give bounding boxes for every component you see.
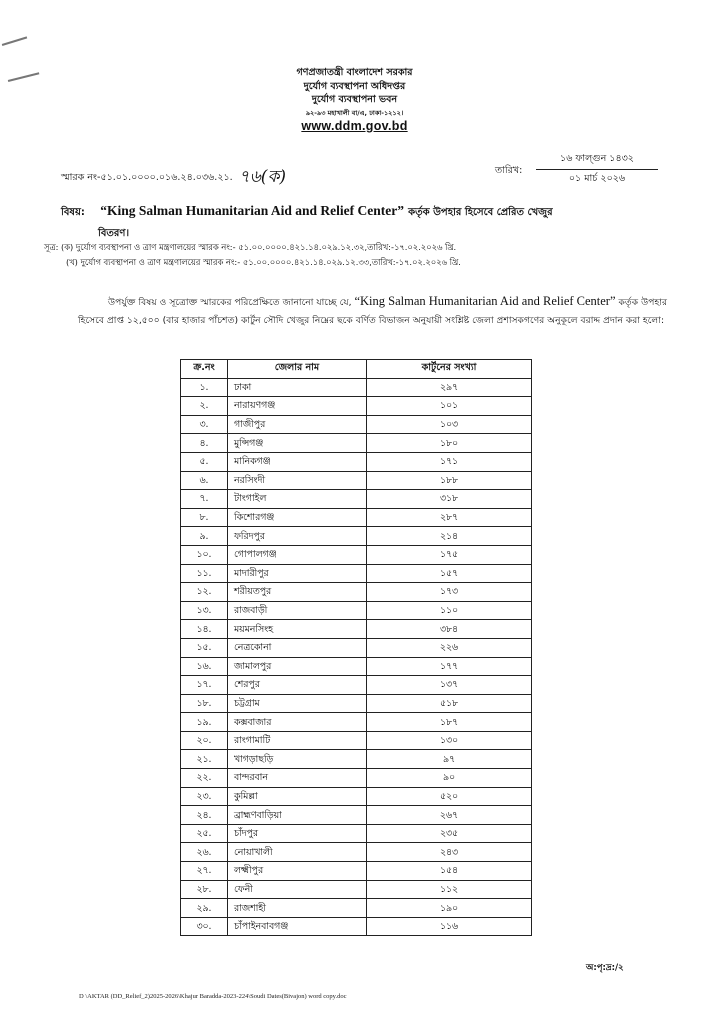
serial-cell: ২৬. bbox=[181, 843, 228, 862]
header-cartons: কার্টুনের সংখ্যা bbox=[367, 360, 532, 379]
district-cell: মাদারীপুর bbox=[228, 564, 367, 583]
cartons-cell: ১৮০ bbox=[367, 434, 532, 453]
cartons-cell: ১০১ bbox=[367, 397, 532, 416]
address: ৯২-৯৩ মহাখালী বা/এ, ঢাকা-১২১২। bbox=[305, 108, 404, 117]
serial-cell: ৩০. bbox=[181, 917, 228, 936]
serial-cell: ১৭. bbox=[181, 676, 228, 695]
file-path-footer: D \AKTAR (DD_Relief_2)2025-2026\Khajur Baradda-2023-224\Soudi Dates(Bivajon) word copy.doc bbox=[79, 993, 347, 1000]
cartons-cell: ১৭৫ bbox=[367, 545, 532, 564]
district-cell: গাজীপুর bbox=[228, 415, 367, 434]
serial-cell: ২০. bbox=[181, 731, 228, 750]
table-row bbox=[181, 508, 532, 527]
district-cell: কিশোরগঞ্জ bbox=[228, 508, 367, 527]
serial-cell: ১৮. bbox=[181, 694, 228, 713]
body-part1: উপর্যুক্ত বিষয় ও সূত্রোক্ত স্মারকের পরিপ্রেক্ষিতে জানানো যাচ্ছে যে, bbox=[108, 297, 355, 308]
subject-bangla: কর্তৃক উপহার হিসেবে প্রেরিত খেজুর bbox=[408, 207, 553, 218]
district-cell: নোয়াখালী bbox=[228, 843, 367, 862]
table-row bbox=[181, 862, 532, 881]
cartons-cell: ১৭৩ bbox=[367, 583, 532, 602]
table-row bbox=[181, 713, 532, 732]
body-part2: কর্তৃক উপহার হিসেবে প্রাপ্ত ১২,৫০০ (বার হাজার পাঁচশত) কার্টুন সৌদি খেজুর নিম্নের ছকে বর্ণিত বিভাজন অনুযায়ী সংশ্লিষ্ট জেলা প্রশাসকগণের অনুকূলে বরাদ্দ প্রদান করা হলো: bbox=[78, 297, 668, 326]
distribution-table bbox=[180, 359, 532, 936]
cartons-cell: ১১২ bbox=[367, 880, 532, 899]
district-cell: মুন্সিগঞ্জ bbox=[228, 434, 367, 453]
table-row bbox=[181, 917, 532, 936]
table-row bbox=[181, 415, 532, 434]
cartons-cell: ১৭৭ bbox=[367, 657, 532, 676]
cartons-cell: ৯৭ bbox=[367, 750, 532, 769]
serial-cell: ৮. bbox=[181, 508, 228, 527]
district-cell: গোপালগঞ্জ bbox=[228, 545, 367, 564]
cartons-cell: ৫১৮ bbox=[367, 694, 532, 713]
subject bbox=[61, 203, 671, 243]
district-cell: রাজবাড়ী bbox=[228, 601, 367, 620]
table-row bbox=[181, 545, 532, 564]
district-cell: খাগড়াছড়ি bbox=[228, 750, 367, 769]
table-row bbox=[181, 769, 532, 788]
body-english: “King Salman Humanitarian Aid and Relief Center” bbox=[354, 294, 616, 308]
cartons-cell: ২১৪ bbox=[367, 527, 532, 546]
cartons-cell: ৯০ bbox=[367, 769, 532, 788]
district-cell: ময়মনসিংহ bbox=[228, 620, 367, 639]
serial-cell: ১৩. bbox=[181, 601, 228, 620]
references bbox=[44, 240, 684, 270]
serial-cell: ১৯. bbox=[181, 713, 228, 732]
serial-cell: ৯. bbox=[181, 527, 228, 546]
serial-cell: ৬. bbox=[181, 471, 228, 490]
cartons-cell: ২২৬ bbox=[367, 638, 532, 657]
staple-mark bbox=[2, 36, 27, 45]
district-cell: কক্সবাজার bbox=[228, 713, 367, 732]
table-row bbox=[181, 527, 532, 546]
reference-kha: (খ) দুর্যোগ ব্যবস্থাপনা ও ত্রাণ মন্ত্রণালয়ের স্মারক নং:- ৫১.০০.০০০০.৪২১.১৪.০২৯.১২.৩৩,তারিখ:-১৭.০২.২০২৬ খ্রি. bbox=[66, 257, 461, 267]
serial-cell: ২৭. bbox=[181, 862, 228, 881]
header-district: জেলার নাম bbox=[228, 360, 367, 379]
cartons-cell: ১৫৭ bbox=[367, 564, 532, 583]
cartons-cell: ৫২০ bbox=[367, 787, 532, 806]
district-cell: নরসিংদী bbox=[228, 471, 367, 490]
table-row bbox=[181, 880, 532, 899]
cartons-cell: ৩৮৪ bbox=[367, 620, 532, 639]
building-name: দুর্যোগ ব্যবস্থাপনা ভবন bbox=[311, 94, 398, 105]
serial-cell: ১১. bbox=[181, 564, 228, 583]
table-row bbox=[181, 601, 532, 620]
table-row bbox=[181, 564, 532, 583]
district-cell: মানিকগঞ্জ bbox=[228, 452, 367, 471]
serial-cell: ১. bbox=[181, 378, 228, 397]
table-row bbox=[181, 620, 532, 639]
table-row bbox=[181, 490, 532, 509]
subject-line2: বিতরণ। bbox=[98, 228, 130, 239]
table-row bbox=[181, 378, 532, 397]
cartons-cell: ১৩৭ bbox=[367, 676, 532, 695]
date-bangla: ১৬ ফাল্গুন ১৪৩২ bbox=[536, 152, 658, 170]
header-serial: ক্র.নং bbox=[181, 360, 228, 379]
cartons-cell: ১০৩ bbox=[367, 415, 532, 434]
serial-cell: ২১. bbox=[181, 750, 228, 769]
memo-number-text: স্মারক নং-৫১.০১.০০০০.০১৬.২৪.০৩৬.২১. bbox=[61, 172, 233, 183]
serial-cell: ১৪. bbox=[181, 620, 228, 639]
serial-cell: ১৬. bbox=[181, 657, 228, 676]
cartons-cell: ১৮৭ bbox=[367, 713, 532, 732]
table-row bbox=[181, 471, 532, 490]
serial-cell: ২৪. bbox=[181, 806, 228, 825]
district-cell: শেরপুর bbox=[228, 676, 367, 695]
serial-cell: ৪. bbox=[181, 434, 228, 453]
serial-cell: ১০. bbox=[181, 545, 228, 564]
cartons-cell: ৩১৮ bbox=[367, 490, 532, 509]
district-cell: ব্রাহ্মণবাড়িয়া bbox=[228, 806, 367, 825]
cartons-cell: ১১৬ bbox=[367, 917, 532, 936]
district-cell: বান্দরবান bbox=[228, 769, 367, 788]
table-row bbox=[181, 750, 532, 769]
district-cell: চাঁপাইনবাবগঞ্জ bbox=[228, 917, 367, 936]
table-row bbox=[181, 731, 532, 750]
district-cell: নারায়ণগঞ্জ bbox=[228, 397, 367, 416]
district-cell: রাজশাহী bbox=[228, 899, 367, 918]
table-row bbox=[181, 638, 532, 657]
district-cell: নেত্রকোনা bbox=[228, 638, 367, 657]
serial-cell: ২২. bbox=[181, 769, 228, 788]
date-label: তারিখ: bbox=[495, 165, 523, 176]
district-cell: ফেনী bbox=[228, 880, 367, 899]
district-cell: টাংগাইল bbox=[228, 490, 367, 509]
table-row bbox=[181, 694, 532, 713]
serial-cell: ৭. bbox=[181, 490, 228, 509]
table-row bbox=[181, 899, 532, 918]
cartons-cell: ২৩৫ bbox=[367, 824, 532, 843]
date-block bbox=[536, 152, 658, 187]
reference-ka: (ক) দুর্যোগ ব্যবস্থাপনা ও ত্রাণ মন্ত্রণালয়ের স্মারক নং:- ৫১.০০.০০০০.৪২১.১৪.০২৯.১২.৩২,তারিখ:-১৭.০২.২০২৬ খ্রি. bbox=[61, 242, 457, 252]
cartons-cell: ১৭১ bbox=[367, 452, 532, 471]
serial-cell: ৫. bbox=[181, 452, 228, 471]
department-name: দুর্যোগ ব্যবস্থাপনা অধিদপ্তর bbox=[303, 80, 406, 92]
serial-cell: ১৫. bbox=[181, 638, 228, 657]
table-row bbox=[181, 452, 532, 471]
website-link[interactable]: www.ddm.gov.bd bbox=[301, 119, 408, 133]
cartons-cell: ১৩০ bbox=[367, 731, 532, 750]
cartons-cell: ১৯০ bbox=[367, 899, 532, 918]
table-row bbox=[181, 843, 532, 862]
district-cell: কুমিল্লা bbox=[228, 787, 367, 806]
table-row bbox=[181, 583, 532, 602]
district-cell: শরীয়তপুর bbox=[228, 583, 367, 602]
serial-cell: ৩. bbox=[181, 415, 228, 434]
reference-label: সূত্র: bbox=[44, 242, 59, 252]
table-row bbox=[181, 676, 532, 695]
letterhead bbox=[0, 66, 709, 134]
district-cell: ঢাকা bbox=[228, 378, 367, 397]
memo-number bbox=[61, 164, 286, 192]
district-cell: ফরিদপুর bbox=[228, 527, 367, 546]
serial-cell: ১২. bbox=[181, 583, 228, 602]
cartons-cell: ২৮৭ bbox=[367, 508, 532, 527]
table-row bbox=[181, 434, 532, 453]
cartons-cell: ১১০ bbox=[367, 601, 532, 620]
serial-cell: ২৫. bbox=[181, 824, 228, 843]
district-cell: চট্টগ্রাম bbox=[228, 694, 367, 713]
cartons-cell: ২৪৩ bbox=[367, 843, 532, 862]
cartons-cell: ২৯৭ bbox=[367, 378, 532, 397]
subject-label: বিষয়: bbox=[61, 207, 85, 218]
serial-cell: ২৯. bbox=[181, 899, 228, 918]
table-row bbox=[181, 657, 532, 676]
district-cell: জামালপুর bbox=[228, 657, 367, 676]
page-continuation: অ:পৃ:দ্র:/২ bbox=[586, 963, 624, 973]
serial-cell: ২৩. bbox=[181, 787, 228, 806]
serial-cell: ২৮. bbox=[181, 880, 228, 899]
handwritten-number: ৭৬(ক) bbox=[238, 167, 286, 187]
government-name: গণপ্রজাতন্ত্রী বাংলাদেশ সরকার bbox=[296, 67, 413, 78]
table-row bbox=[181, 824, 532, 843]
cartons-cell: ১৮৮ bbox=[367, 471, 532, 490]
district-cell: চাঁদপুর bbox=[228, 824, 367, 843]
serial-cell: ২. bbox=[181, 397, 228, 416]
cartons-cell: ১৫৪ bbox=[367, 862, 532, 881]
table-header-row bbox=[181, 360, 532, 379]
table-row bbox=[181, 806, 532, 825]
district-cell: লক্ষ্মীপুর bbox=[228, 862, 367, 881]
district-cell: রাংগামাটি bbox=[228, 731, 367, 750]
table-row bbox=[181, 787, 532, 806]
subject-english: “King Salman Humanitarian Aid and Relief Center” bbox=[100, 203, 404, 218]
cartons-cell: ২৬৭ bbox=[367, 806, 532, 825]
date-gregorian: ০১ মার্চ ২০২৬ bbox=[568, 173, 626, 184]
table-row bbox=[181, 397, 532, 416]
body-paragraph bbox=[78, 292, 678, 330]
